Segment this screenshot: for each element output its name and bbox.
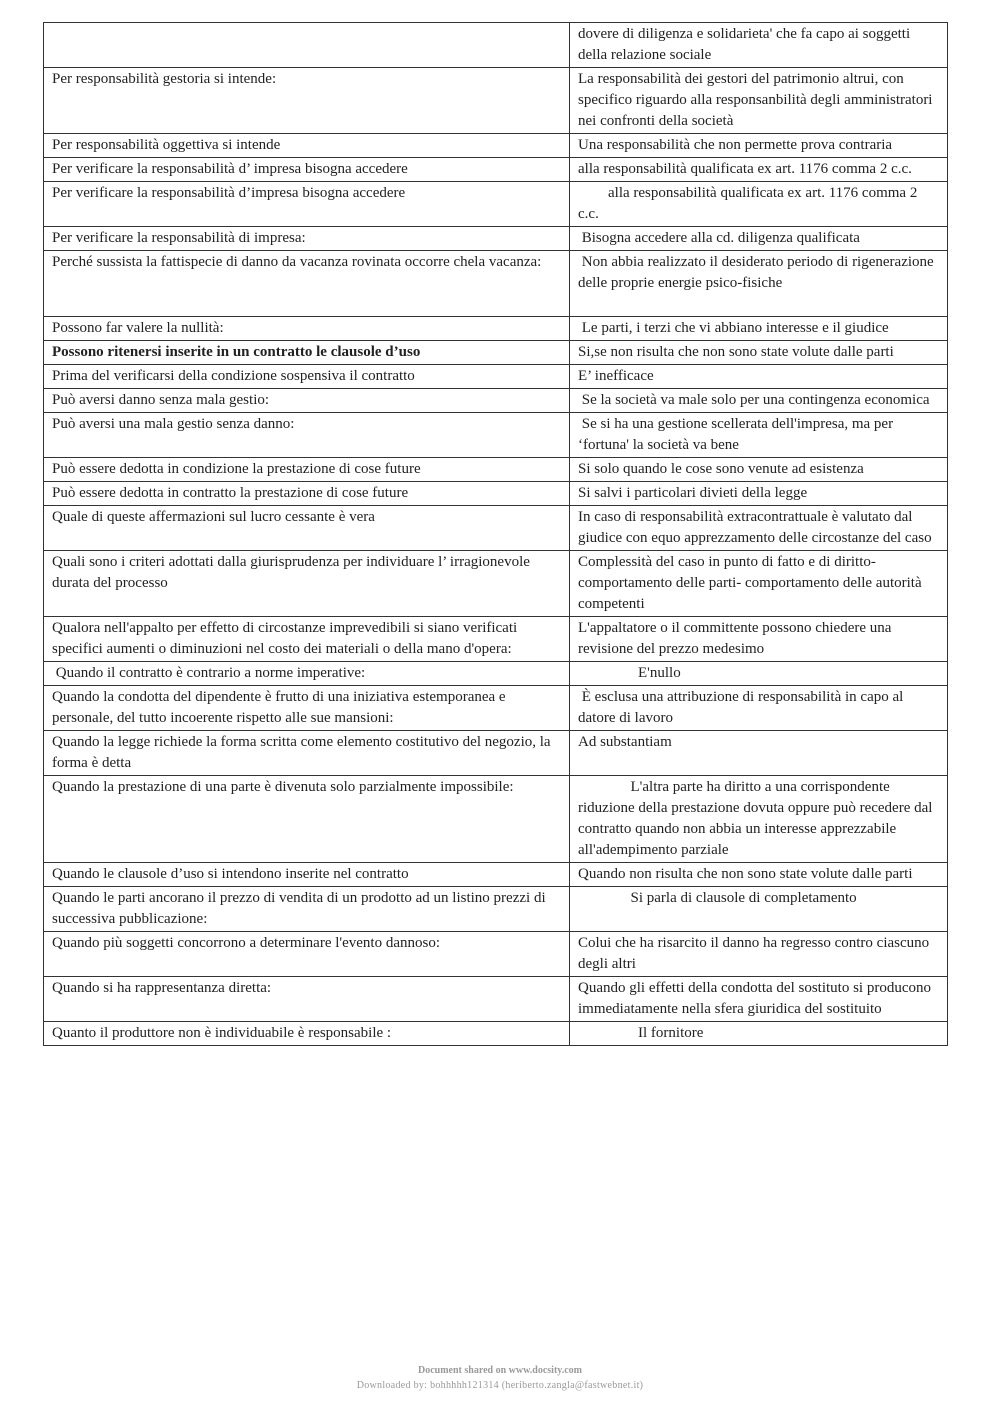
table-row [44, 686, 948, 731]
qa-table [43, 22, 948, 1046]
table-row [44, 317, 948, 341]
answer-cell: Le parti, i terzi che vi abbiano interesse e il giudice [570, 317, 948, 341]
answer-cell: E’ inefficace [570, 365, 948, 389]
answer-cell: In caso di responsabilità extracontrattuale è valutato dal giudice con equo apprezzamento delle circostanze del caso [570, 506, 948, 551]
answer-cell: Ad substantiam [570, 731, 948, 776]
answer-cell: Se la società va male solo per una contingenza economica [570, 389, 948, 413]
footer-download-notice: Downloaded by: bohhhhh121314 (heriberto.zangla@fastwebnet.it) [356, 1380, 644, 1391]
question-cell: Prima del verificarsi della condizione sospensiva il contratto [44, 365, 570, 389]
table-row [44, 863, 948, 887]
question-cell: Quando si ha rappresentanza diretta: [44, 977, 570, 1022]
table-row [44, 413, 948, 458]
table-row [44, 482, 948, 506]
answer-cell: Quando gli effetti della condotta del sostituto si producono immediatamente nella sfera giuridica del sostituito [570, 977, 948, 1022]
table-row [44, 389, 948, 413]
answer-cell: Si parla di clausole di completamento [570, 887, 948, 932]
question-cell: Quando le parti ancorano il prezzo di vendita di un prodotto ad un listino prezzi di successiva pubblicazione: [44, 887, 570, 932]
answer-cell: La responsabilità dei gestori del patrimonio altrui, con specifico riguardo alla responsanbilità degli amministratori nei confronti della società [570, 68, 948, 134]
footer-shared-notice: Document shared on www.docsity.com [418, 1365, 582, 1376]
answer-cell: L'altra parte ha diritto a una corrispondente riduzione della prestazione dovuta oppure può recedere dal contratto quando non abbia un interesse apprezzabile all'adempimento parziale [570, 776, 948, 863]
question-cell: Per responsabilità oggettiva si intende [44, 134, 570, 158]
question-cell: Può essere dedotta in contratto la prestazione di cose future [44, 482, 570, 506]
table-row [44, 1022, 948, 1046]
question-cell: Possono far valere la nullità: [44, 317, 570, 341]
table-row [44, 887, 948, 932]
question-cell: Possono ritenersi inserite in un contratto le clausole d’uso [44, 341, 570, 365]
answer-cell: Colui che ha risarcito il danno ha regresso contro ciascuno degli altri [570, 932, 948, 977]
table-row [44, 68, 948, 134]
answer-cell: Bisogna accedere alla cd. diligenza qualificata [570, 227, 948, 251]
answer-cell: dovere di diligenza e solidarieta' che fa capo ai soggetti della relazione sociale [570, 23, 948, 68]
question-cell: Quando il contratto è contrario a norme imperative: [44, 662, 570, 686]
question-cell: Per responsabilità gestoria si intende: [44, 68, 570, 134]
question-cell: Quando la condotta del dipendente è frutto di una iniziativa estemporanea e personale, del tutto incoerente rispetto alle sue mansioni: [44, 686, 570, 731]
question-cell: Quando la legge richiede la forma scritta come elemento costitutivo del negozio, la forma è detta [44, 731, 570, 776]
question-cell: Quando più soggetti concorrono a determinare l'evento dannoso: [44, 932, 570, 977]
answer-cell: alla responsabilità qualificata ex art. 1176 comma 2 c.c. [570, 158, 948, 182]
table-row [44, 506, 948, 551]
table-row [44, 158, 948, 182]
question-cell: Qualora nell'appalto per effetto di circostanze imprevedibili si siano verificati specifici aumenti o diminuzioni nel costo dei materiali o della mano d'opera: [44, 617, 570, 662]
question-cell: Quanto il produttore non è individuabile è responsabile : [44, 1022, 570, 1046]
answer-cell: Il fornitore [570, 1022, 948, 1046]
question-cell: Per verificare la responsabilità d’ impresa bisogna accedere [44, 158, 570, 182]
table-row [44, 932, 948, 977]
qa-table-body [44, 23, 948, 1046]
answer-cell: Se si ha una gestione scellerata dell'impresa, ma per ‘fortuna' la società va bene [570, 413, 948, 458]
question-cell: Quale di queste affermazioni sul lucro cessante è vera [44, 506, 570, 551]
answer-cell: Si solo quando le cose sono venute ad esistenza [570, 458, 948, 482]
answer-cell: E'nullo [570, 662, 948, 686]
table-row [44, 776, 948, 863]
question-cell: Può essere dedotta in condizione la prestazione di cose future [44, 458, 570, 482]
answer-cell: Si,se non risulta che non sono state volute dalle parti [570, 341, 948, 365]
table-row [44, 23, 948, 68]
table-row [44, 458, 948, 482]
table-row [44, 617, 948, 662]
table-row [44, 341, 948, 365]
question-cell: Quando la prestazione di una parte è divenuta solo parzialmente impossibile: [44, 776, 570, 863]
table-row [44, 977, 948, 1022]
question-cell [44, 23, 570, 68]
table-row [44, 227, 948, 251]
table-row [44, 551, 948, 617]
table-row [44, 251, 948, 317]
question-cell: Perché sussista la fattispecie di danno da vacanza rovinata occorre chela vacanza: [44, 251, 570, 317]
answer-cell: È esclusa una attribuzione di responsabilità in capo al datore di lavoro [570, 686, 948, 731]
question-cell: Quali sono i criteri adottati dalla giurisprudenza per individuare l’ irragionevole durata del processo [44, 551, 570, 617]
answer-cell: alla responsabilità qualificata ex art. 1176 comma 2 c.c. [570, 182, 948, 227]
answer-cell: Quando non risulta che non sono state volute dalle parti [570, 863, 948, 887]
question-cell: Per verificare la responsabilità d’impresa bisogna accedere [44, 182, 570, 227]
answer-cell: Non abbia realizzato il desiderato periodo di rigenerazione delle proprie energie psico-fisiche [570, 251, 948, 317]
answer-cell: Si salvi i particolari divieti della legge [570, 482, 948, 506]
question-cell: Per verificare la responsabilità di impresa: [44, 227, 570, 251]
answer-cell: Una responsabilità che non permette prova contraria [570, 134, 948, 158]
table-row [44, 134, 948, 158]
table-row [44, 662, 948, 686]
question-cell: Può aversi una mala gestio senza danno: [44, 413, 570, 458]
answer-cell: L'appaltatore o il committente possono chiedere una revisione del prezzo medesimo [570, 617, 948, 662]
table-row [44, 731, 948, 776]
table-row [44, 182, 948, 227]
question-cell: Può aversi danno senza mala gestio: [44, 389, 570, 413]
answer-cell: Complessità del caso in punto di fatto e di diritto- comportamento delle parti- comportamento delle autorità competenti [570, 551, 948, 617]
table-row [44, 365, 948, 389]
question-cell: Quando le clausole d’uso si intendono inserite nel contratto [44, 863, 570, 887]
